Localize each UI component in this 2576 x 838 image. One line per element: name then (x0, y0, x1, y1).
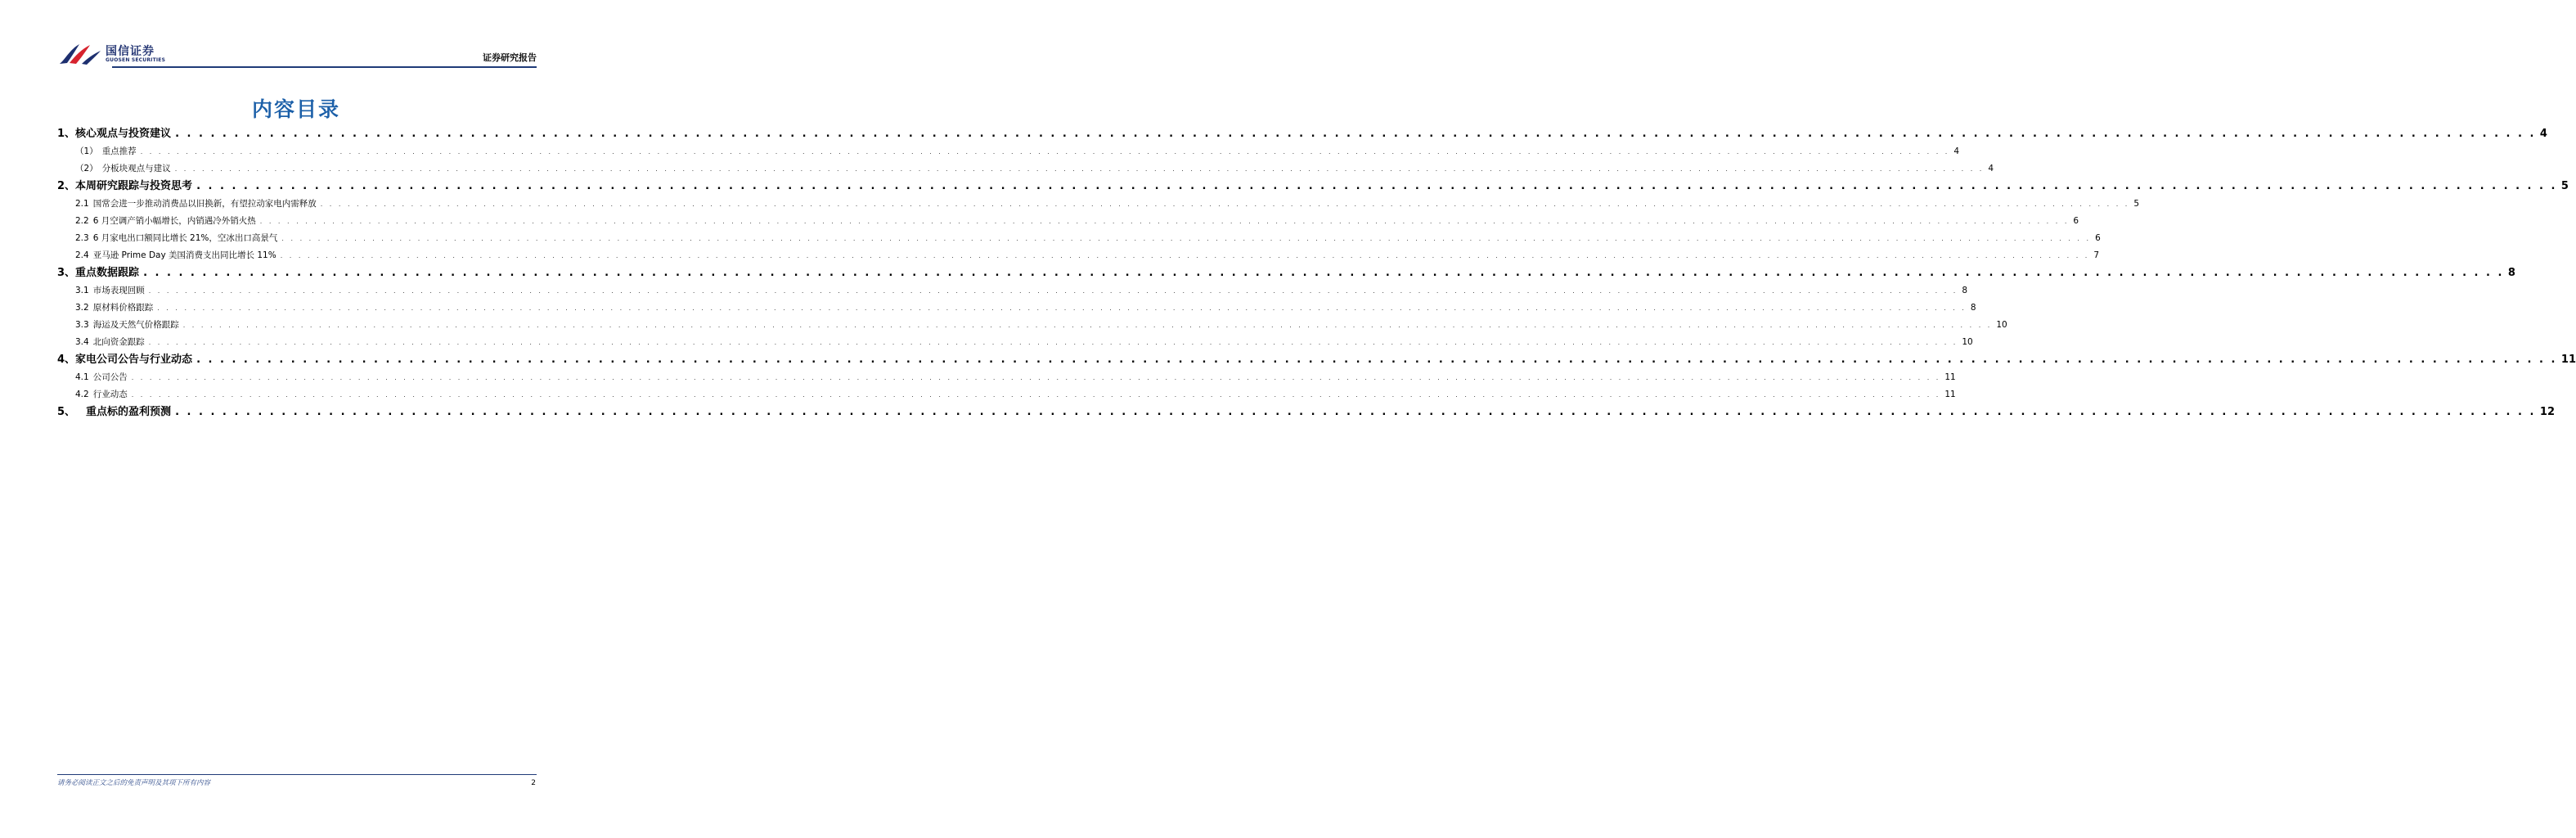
toc-entry-title (57, 125, 171, 143)
toc-entry-text: 重点标的盈利预测 (75, 406, 172, 418)
toc-subsection-link[interactable] (57, 386, 1956, 403)
toc-entry-number: 3.3 (75, 320, 89, 330)
footer-disclaimer: 请务必阅读正文之后的免责声明及其项下所有内容 (57, 779, 211, 787)
toc-page-number: 4 (1988, 164, 1994, 173)
toc-dot-leader: . . . . . . . . . . . . . . . . . . . . . . . . . . . . . . . . . . . . . . . . . . . . . . . . . . . . . . . . . . . . . . . . . . . . . . . . . . . . . . . . . . . . . . . . . . . . . . . . . . . . . . . . . . . . . . . . . . . . . . . . . . . . . . . . . . . . . . . . . . . . . . . . . . . . . . . . . . . . . . . . . . . . . . . . . . . . . . . . . . . . . . . . . . . . . . . . . . . . . . . . (148, 339, 1958, 346)
toc-entry-title (75, 386, 128, 403)
toc-subsection-link[interactable] (57, 230, 2101, 247)
toc-entry-text: 原材料价格跟踪 (92, 303, 154, 313)
page-number: 2 (531, 779, 536, 787)
toc-page-number: 8 (1970, 303, 1976, 313)
toc-entry-number: （1） (75, 146, 98, 156)
toc-entry-number: 3.2 (75, 303, 89, 313)
table-of-contents (57, 125, 2576, 421)
toc-entry-title (57, 403, 171, 421)
toc-entry-title (75, 300, 153, 317)
toc-entry-title (75, 282, 145, 300)
toc-entry-title (75, 230, 277, 247)
toc-subsection-link[interactable] (57, 300, 1976, 317)
toc-section-link[interactable] (57, 125, 2547, 143)
toc-entry-number: 4.2 (75, 390, 89, 399)
toc-page-number: 6 (2073, 216, 2079, 226)
toc-page-number: 7 (2093, 250, 2100, 260)
logo-text-cn: 国信证券 (106, 45, 155, 58)
toc-entry-number: 5、 (57, 406, 76, 418)
toc-section-link[interactable] (57, 403, 2556, 421)
toc-entry-number: 2.4 (75, 250, 89, 260)
toc-entry-number: 2.2 (75, 216, 89, 226)
toc-page-number: 8 (2507, 267, 2515, 279)
toc-entry-title (75, 213, 256, 230)
toc-page-number: 10 (1996, 320, 2007, 330)
toc-page-number: 12 (2539, 406, 2556, 418)
toc-section-link[interactable] (57, 351, 2576, 369)
toc-entry-title (75, 160, 171, 178)
page-header (57, 41, 537, 69)
toc-page-number: 5 (2560, 180, 2569, 192)
toc-subsection-link[interactable] (57, 282, 1968, 300)
toc-page-number: 4 (1953, 146, 1960, 156)
toc-entry-text: 国常会进一步推动消费品以旧换新，有望拉动家电内需释放 (92, 199, 317, 209)
toc-dot-leader: . . . . . . . . . . . . . . . . . . . . . . . . . . . . . . . . . . . . . . . . . . . . . . . . . . . . . . . . . . . . . . . . . . . . . . . . . . . . . . . . . . . . . . . . . . . . . . . . . . . . . . . . . . . . . . . . . . . . . . . . . . . . . . . . . . . . . . . . . . . . . . . . . . . . . . . . . . . . . . . . . . . . . . . . . . . . . . . . . . . . . . . . . . . . . . . . . . . . . . . . (196, 180, 2557, 192)
toc-subsection-link[interactable] (57, 143, 1960, 160)
toc-page-number: 11 (1944, 390, 1956, 399)
footer-divider (57, 774, 537, 775)
toc-page-number: 5 (2133, 199, 2140, 209)
toc-entry-number: 2.3 (75, 233, 89, 243)
toc-dot-leader: . . . . . . . . . . . . . . . . . . . . . . . . . . . . . . . . . . . . . . . . . . . . . . . . . . . . . . . . . . . . . . . . . . . . . . . . . . . . . . . . . . . . . . . . . . . . . . . . . . . . . . . . . . . . . . . . . . . . . . . . . . . . . . . . . . . . . . . . . . . . . . . . . . . . . . . . . . . . . . . . . . . . . . . . . . . . . . . . . . . . . . . . . . . . . . . . . . . . . . . . (182, 322, 1993, 329)
toc-entry-text: 行业动态 (92, 390, 128, 399)
toc-entry-text: 本周研究跟踪与投资思考 (75, 180, 193, 192)
toc-subsection-link[interactable] (57, 213, 2079, 230)
toc-entry-title (75, 369, 128, 386)
toc-section-link[interactable] (57, 264, 2515, 282)
toc-entry-text: 市场表现回顾 (92, 286, 145, 295)
toc-entry-text: 海运及天然气价格跟踪 (92, 320, 179, 330)
toc-page-number: 6 (2095, 233, 2101, 243)
toc-title: 内容目录 (251, 97, 340, 121)
toc-dot-leader: . . . . . . . . . . . . . . . . . . . . . . . . . . . . . . . . . . . . . . . . . . . . . . . . . . . . . . . . . . . . . . . . . . . . . . . . . . . . . . . . . . . . . . . . . . . . . . . . . . . . . . . . . . . . . . . . . . . . . . . . . . . . . . . . . . . . . . . . . . . . . . . . . . . . . . . . . . . . . . . . . . . . . . . . . . . . . . . . . . . . . . . . . . . . . . . . . . . . . . . . (175, 128, 2536, 140)
toc-dot-leader: . . . . . . . . . . . . . . . . . . . . . . . . . . . . . . . . . . . . . . . . . . . . . . . . . . . . . . . . . . . . . . . . . . . . . . . . . . . . . . . . . . . . . . . . . . . . . . . . . . . . . . . . . . . . . . . . . . . . . . . . . . . . . . . . . . . . . . . . . . . . . . . . . . . . . . . . . . . . . . . . . . . . . . . . . . . . . . . . . . . . . . . . . . . . . . . . . . . . . . . . (259, 218, 2070, 225)
toc-entry-text: 北向资金跟踪 (92, 337, 145, 347)
toc-entry-number: 3.4 (75, 337, 89, 347)
logo-text-en: GUOSEN SECURITIES (106, 57, 166, 63)
toc-entry-title (75, 317, 179, 334)
report-type-label: 证券研究报告 (483, 52, 537, 63)
toc-entry-title (75, 247, 276, 264)
toc-page-number: 11 (2560, 354, 2576, 366)
toc-entry-text: 6 月空调产销小幅增长，内销遇冷外销火热 (92, 216, 256, 226)
toc-page-number: 4 (2539, 128, 2547, 140)
toc-entry-text: 重点推荐 (101, 146, 137, 156)
toc-entry-text: 核心观点与投资建议 (75, 128, 172, 140)
toc-entry-text: 重点数据跟踪 (75, 267, 140, 279)
toc-section-link[interactable] (57, 178, 2569, 196)
toc-page-number: 10 (1962, 337, 1973, 347)
toc-entry-number: 3.1 (75, 286, 89, 295)
guosen-logo-icon (57, 41, 103, 65)
toc-dot-leader: . . . . . . . . . . . . . . . . . . . . . . . . . . . . . . . . . . . . . . . . . . . . . . . . . . . . . . . . . . . . . . . . . . . . . . . . . . . . . . . . . . . . . . . . . . . . . . . . . . . . . . . . . . . . . . . . . . . . . . . . . . . . . . . . . . . . . . . . . . . . . . . . . . . . . . . . . . . . . . . . . . . . . . . . . . . . . . . . . . . . . . . . . . . . . . . . . . . . . . . . (320, 200, 2130, 208)
toc-dot-leader: . . . . . . . . . . . . . . . . . . . . . . . . . . . . . . . . . . . . . . . . . . . . . . . . . . . . . . . . . . . . . . . . . . . . . . . . . . . . . . . . . . . . . . . . . . . . . . . . . . . . . . . . . . . . . . . . . . . . . . . . . . . . . . . . . . . . . . . . . . . . . . . . . . . . . . . . . . . . . . . . . . . . . . . . . . . . . . . . . . . . . . . . . . . . . . . . . . . . . . . . (157, 304, 1967, 312)
toc-dot-leader: . . . . . . . . . . . . . . . . . . . . . . . . . . . . . . . . . . . . . . . . . . . . . . . . . . . . . . . . . . . . . . . . . . . . . . . . . . . . . . . . . . . . . . . . . . . . . . . . . . . . . . . . . . . . . . . . . . . . . . . . . . . . . . . . . . . . . . . . . . . . . . . . . . . . . . . . . . . . . . . . . . . . . . . . . . . . . . . . . . . . . . . . . . . . . . . . . . . . . . . . (131, 374, 1941, 381)
toc-entry-number: 2、 (57, 180, 76, 192)
toc-dot-leader: . . . . . . . . . . . . . . . . . . . . . . . . . . . . . . . . . . . . . . . . . . . . . . . . . . . . . . . . . . . . . . . . . . . . . . . . . . . . . . . . . . . . . . . . . . . . . . . . . . . . . . . . . . . . . . . . . . . . . . . . . . . . . . . . . . . . . . . . . . . . . . . . . . . . . . . . . . . . . . . . . . . . . . . . . . . . . . . . . . . . . . . . . . . . . . . . . . . . . . . . (143, 267, 2504, 279)
toc-entry-number: （2） (75, 164, 98, 173)
toc-entry-title (57, 351, 192, 369)
toc-subsection-link[interactable] (57, 247, 2100, 264)
toc-entry-text: 公司公告 (92, 372, 128, 382)
toc-dot-leader: . . . . . . . . . . . . . . . . . . . . . . . . . . . . . . . . . . . . . . . . . . . . . . . . . . . . . . . . . . . . . . . . . . . . . . . . . . . . . . . . . . . . . . . . . . . . . . . . . . . . . . . . . . . . . . . . . . . . . . . . . . . . . . . . . . . . . . . . . . . . . . . . . . . . . . . . . . . . . . . . . . . . . . . . . . . . . . . . . . . . . . . . . . . . . . . . . . . . . . . . (175, 406, 2536, 418)
toc-entry-text: 分板块观点与建议 (101, 164, 171, 173)
toc-subsection-link[interactable] (57, 334, 1973, 351)
toc-entry-number: 1、 (57, 128, 76, 140)
toc-page-number: 8 (1962, 286, 1968, 295)
toc-subsection-link[interactable] (57, 196, 2140, 213)
toc-entry-title (75, 143, 137, 160)
toc-entry-title (57, 178, 192, 196)
toc-entry-number: 4.1 (75, 372, 89, 382)
toc-entry-text: 6 月家电出口额同比增长 21%，空冰出口高景气 (92, 233, 278, 243)
toc-entry-text: 家电公司公告与行业动态 (75, 354, 193, 366)
toc-subsection-link[interactable] (57, 317, 2007, 334)
toc-entry-number: 3、 (57, 267, 76, 279)
toc-dot-leader: . . . . . . . . . . . . . . . . . . . . . . . . . . . . . . . . . . . . . . . . . . . . . . . . . . . . . . . . . . . . . . . . . . . . . . . . . . . . . . . . . . . . . . . . . . . . . . . . . . . . . . . . . . . . . . . . . . . . . . . . . . . . . . . . . . . . . . . . . . . . . . . . . . . . . . . . . . . . . . . . . . . . . . . . . . . . . . . . . . . . . . . . . . . . . . . . . . . . . . . . (140, 148, 1950, 155)
toc-dot-leader: . . . . . . . . . . . . . . . . . . . . . . . . . . . . . . . . . . . . . . . . . . . . . . . . . . . . . . . . . . . . . . . . . . . . . . . . . . . . . . . . . . . . . . . . . . . . . . . . . . . . . . . . . . . . . . . . . . . . . . . . . . . . . . . . . . . . . . . . . . . . . . . . . . . . . . . . . . . . . . . . . . . . . . . . . . . . . . . . . . . . . . . . . . . . . . . . . . . . . . . . (174, 165, 1985, 173)
toc-entry-number: 4、 (57, 354, 76, 366)
toc-entry-title (75, 196, 317, 213)
toc-entry-text: 亚马逊 Prime Day 美国消费支出同比增长 11% (92, 250, 276, 260)
toc-entry-title (75, 334, 145, 351)
toc-entry-number: 2.1 (75, 199, 89, 209)
toc-subsection-link[interactable] (57, 369, 1956, 386)
toc-dot-leader: . . . . . . . . . . . . . . . . . . . . . . . . . . . . . . . . . . . . . . . . . . . . . . . . . . . . . . . . . . . . . . . . . . . . . . . . . . . . . . . . . . . . . . . . . . . . . . . . . . . . . . . . . . . . . . . . . . . . . . . . . . . . . . . . . . . . . . . . . . . . . . . . . . . . . . . . . . . . . . . . . . . . . . . . . . . . . . . . . . . . . . . . . . . . . . . . . . . . . . . . (131, 391, 1941, 399)
toc-dot-leader: . . . . . . . . . . . . . . . . . . . . . . . . . . . . . . . . . . . . . . . . . . . . . . . . . . . . . . . . . . . . . . . . . . . . . . . . . . . . . . . . . . . . . . . . . . . . . . . . . . . . . . . . . . . . . . . . . . . . . . . . . . . . . . . . . . . . . . . . . . . . . . . . . . . . . . . . . . . . . . . . . . . . . . . . . . . . . . . . . . . . . . . . . . . . . . . . . . . . . . . . (280, 252, 2090, 259)
toc-dot-leader: . . . . . . . . . . . . . . . . . . . . . . . . . . . . . . . . . . . . . . . . . . . . . . . . . . . . . . . . . . . . . . . . . . . . . . . . . . . . . . . . . . . . . . . . . . . . . . . . . . . . . . . . . . . . . . . . . . . . . . . . . . . . . . . . . . . . . . . . . . . . . . . . . . . . . . . . . . . . . . . . . . . . . . . . . . . . . . . . . . . . . . . . . . . . . . . . . . . . . . . . (281, 235, 2092, 242)
toc-subsection-link[interactable] (57, 160, 1994, 178)
header-divider (112, 66, 537, 68)
toc-dot-leader: . . . . . . . . . . . . . . . . . . . . . . . . . . . . . . . . . . . . . . . . . . . . . . . . . . . . . . . . . . . . . . . . . . . . . . . . . . . . . . . . . . . . . . . . . . . . . . . . . . . . . . . . . . . . . . . . . . . . . . . . . . . . . . . . . . . . . . . . . . . . . . . . . . . . . . . . . . . . . . . . . . . . . . . . . . . . . . . . . . . . . . . . . . . . . . . . . . . . . . . . (148, 287, 1958, 295)
toc-dot-leader: . . . . . . . . . . . . . . . . . . . . . . . . . . . . . . . . . . . . . . . . . . . . . . . . . . . . . . . . . . . . . . . . . . . . . . . . . . . . . . . . . . . . . . . . . . . . . . . . . . . . . . . . . . . . . . . . . . . . . . . . . . . . . . . . . . . . . . . . . . . . . . . . . . . . . . . . . . . . . . . . . . . . . . . . . . . . . . . . . . . . . . . . . . . . . . . . . . . . . . . . (196, 354, 2557, 366)
toc-entry-title (57, 264, 139, 282)
toc-page-number: 11 (1944, 372, 1956, 382)
